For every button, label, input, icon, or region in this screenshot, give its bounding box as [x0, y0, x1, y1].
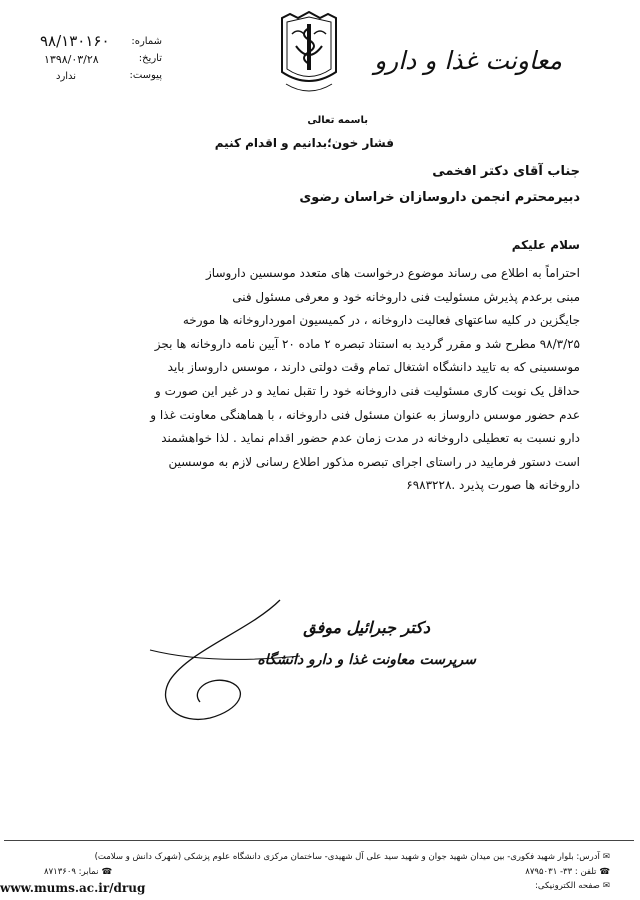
letter-body	[60, 262, 580, 498]
footer-address	[95, 852, 610, 862]
footer-web-label	[535, 881, 610, 891]
website-link[interactable]: www.mums.ac.ir/drug	[0, 881, 146, 895]
letter-date-row	[40, 51, 170, 68]
greeting: سلام علیکم	[511, 238, 580, 252]
body-line: احتراماً به اطلاع می رساند موضوع درخواست های متعدد موسسین داروساز	[206, 266, 580, 280]
signatory-name: دکتر جبرائیل موفق	[303, 618, 430, 637]
letter-date-label: تاریخ:	[138, 53, 162, 64]
body-line: حداقل یک نوبت کاری مسئولیت فنی داروخانه خود را تقبل نماید و در غیر این صورت و	[154, 383, 580, 398]
footer-divider	[4, 840, 634, 841]
fax-text: نمابر: ۸۷۱۳۶۰۹	[44, 867, 99, 877]
department-title: معاونت غذا و دارو	[374, 46, 562, 75]
body-line: عدم حضور موسس داروساز به عنوان مسئول فنی داروخانه ، با هماهنگی معاونت غذا و	[150, 407, 580, 422]
address-icon: ✉	[602, 852, 610, 862]
phone-icon: ☎	[599, 867, 610, 877]
letter-attachment-label: پیوست:	[129, 70, 162, 81]
body-line: ۹۸/۳/۲۵ مطرح شد و مقرر گردید به استناد تبصره ۲ ماده ۲۰ آیین نامه داروخانه ها بجز	[154, 336, 580, 351]
university-logo-icon	[276, 10, 342, 100]
body-line: دارو نسبت به تعطیلی داروخانه در مدت زمان عدم حضور اقدام نماید . لذا خواهشمند	[161, 431, 580, 446]
letter-date: ۱۳۹۸/۰۳/۲۸	[44, 53, 99, 66]
body-line: است دستور فرمایید در راستای اجرای تبصره مذکور اطلاع رسانی لازم به موسسین	[168, 454, 580, 469]
web-label-text: صفحه الکترونیکی:	[535, 881, 600, 891]
letter-attachment: ندارد	[56, 71, 77, 82]
fax-icon: ☎	[101, 867, 113, 877]
web-icon: ✉	[602, 881, 610, 891]
slogan: فشار خون؛بدانیم و اقدام کنیم	[214, 136, 394, 150]
address-text: آدرس: بلوار شهید فکوری- بین میدان شهید جوان و شهید سید علی آل شهیدی- ساختمان مرکزی دانشگاه علوم پزشکی (شهرک دانش و سلامت)	[94, 852, 600, 862]
letter-number: ۹۸/۱۳۰۱۶۰	[40, 32, 110, 50]
letter-number-row	[40, 34, 170, 51]
basmala: باسمه تعالی	[307, 115, 368, 126]
footer-fax	[44, 867, 112, 877]
footer	[0, 846, 640, 900]
letter-number-label: شماره:	[131, 36, 162, 47]
body-line: داروخانه ها صورت پذیرد .۶۹۸۳۲۲۸	[406, 478, 580, 493]
letter-metadata	[40, 34, 170, 85]
footer-phone	[525, 867, 610, 877]
recipient-position: دبیرمحترم انجمن داروسازان خراسان رضوی	[299, 190, 580, 205]
phone-text: تلفن : ۳۳- ۸۷۹۵۰۳۱	[525, 867, 597, 877]
recipient-name: جناب آقای دکتر افخمی	[432, 164, 580, 179]
signatory-title: سرپرست معاونت غذا و دارو دانشگاه	[257, 652, 476, 668]
body-line: موسسینی که به تایید دانشگاه اشتغال تمام وقت دولتی دارند ، موسس داروساز باید	[167, 360, 580, 375]
letter-attachment-row	[40, 68, 170, 85]
body-line: مبنی برعدم پذیرش مسئولیت فنی داروخانه خود و معرفی مسئول فنی	[232, 289, 580, 304]
body-line: جایگزین در کلیه ساعتهای فعالیت داروخانه ، در کمیسیون اموردارو‌خانه ها مورخه	[182, 313, 580, 328]
